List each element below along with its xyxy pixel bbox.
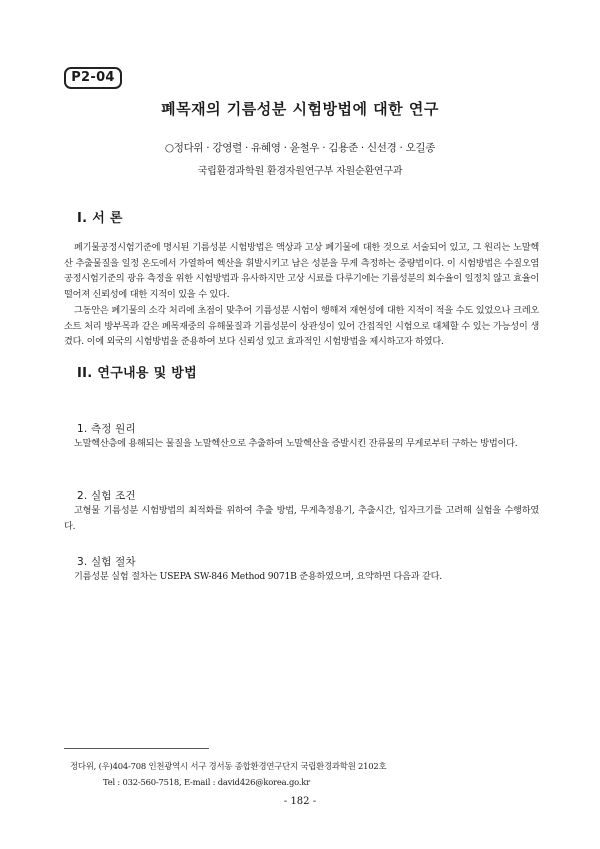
intro-paragraph-2: 그동안은 폐기물의 소각 처리에 초점이 맞추어 기름성분 시험이 행해져 재현성에 대한 지적이 적을 수도 있었으나 크레오소트 처리 방부목과 같은 폐목재중의 유해물질과 기름성분이 상관성이 있어 간접적인 시험으로 대체할 수 있는 가능성이 생겼다. 이에 외국의 시험방법을 준용하여 보다 신뢰성 있고 효과적인 시험방법을 제시하고자 하였다. xyxy=(64,304,539,348)
footnote xyxy=(70,758,386,790)
section-heading-intro: I. 서 론 xyxy=(77,211,123,226)
procedure-body xyxy=(64,569,539,585)
section-heading-methods: II. 연구내용 및 방법 xyxy=(77,366,197,381)
subsection-heading-procedure: 3. 실험 절차 xyxy=(77,556,136,568)
conditions-paragraph: 고형물 기름성분 시험방법의 최적화를 위하여 추출 방법, 무게측정용기, 추출시간, 입자크기를 고려해 실험을 수행하였다. xyxy=(64,505,539,532)
paper-title: 폐목재의 기름성분 시험방법에 대한 연구 xyxy=(161,100,439,118)
affiliation: 국립환경과학원 환경자원연구부 자원순환연구과 xyxy=(197,166,403,177)
conditions-body xyxy=(64,503,539,534)
principle-body xyxy=(64,436,539,452)
intro-body xyxy=(64,240,539,350)
footnote-address: 정다위, (우)404-708 인천광역시 서구 경서동 종합환경연구단지 국립환경과학원 2102호 xyxy=(70,761,387,771)
page-number: - 182 - xyxy=(283,796,317,807)
footnote-contact: Tel : 032-560-7518, E-mail : david426@korea.go.kr xyxy=(103,777,310,787)
procedure-paragraph: 기름성분 실험 절차는 USEPA SW-846 Method 9071B 준용하였으며, 요약하면 다음과 같다. xyxy=(74,571,442,582)
author-list: ○정다위 · 강영렬 · 유혜영 · 윤철우 · 김용준 · 신선경 · 오길종 xyxy=(164,142,436,154)
principle-paragraph: 노말헥산층에 용해되는 물질을 노말헥산으로 추출하여 노말헥산을 증발시킨 잔류물의 무게로부터 구하는 방법이다. xyxy=(74,438,518,449)
footnote-divider xyxy=(64,748,209,749)
subsection-heading-principle: 1. 측정 원리 xyxy=(77,423,136,435)
subsection-heading-conditions: 2. 실험 조건 xyxy=(77,490,136,502)
paper-code-badge: P2-04 xyxy=(64,67,122,89)
intro-paragraph-1: 폐기물공정시험기준에 명시된 기름성분 시험방법은 액상과 고상 폐기물에 대한 것으로 서술되어 있고, 그 원리는 노말헥산 추출물질을 일정 온도에서 가열하여 헥산을 휘발시키고 남은 성분을 무게 측정하는 중량법이다. 이 시험방법은 수질오염공정시험기준의 광유 측정을 위한 시험방법과 유사하지만 고상 시료를 다루기에는 기름성분의 회수율이 일정치 않고 효율이 떨어져 신뢰성에 대한 지적이 있을 수 있다. xyxy=(64,242,539,301)
